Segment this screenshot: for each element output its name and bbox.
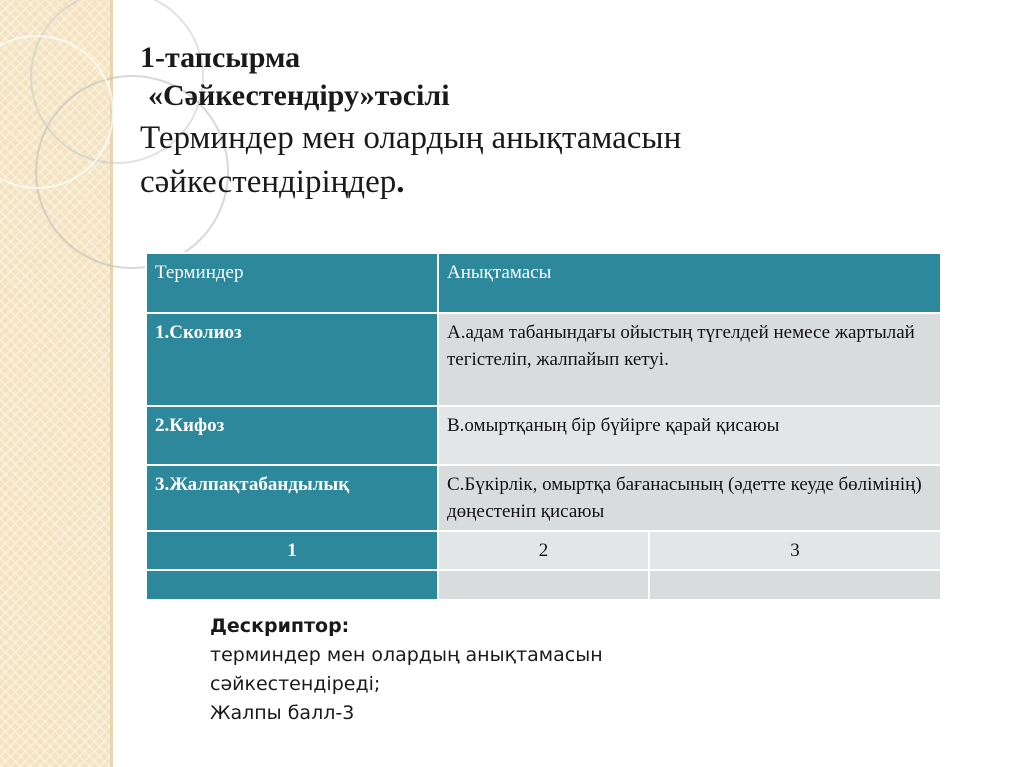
header-terms: Терминдер: [146, 253, 438, 313]
descriptor-heading: Дескриптор:: [210, 615, 350, 637]
answer-number: 3: [649, 531, 941, 570]
answer-cell[interactable]: [649, 570, 941, 600]
definition-cell: В.омыртқаның бір бүйірге қарай қисаюы: [438, 406, 941, 465]
matching-table: [145, 252, 942, 601]
descriptor-line: сәйкестендіреді;: [210, 673, 381, 695]
answer-number: 2: [438, 531, 649, 570]
answer-input-row: [146, 570, 941, 600]
instruction-line-2-text: сәйкестендіріңдер: [140, 164, 397, 200]
answer-cell[interactable]: [146, 570, 438, 600]
definition-cell: А.адам табанындағы ойыстың түгелдей немесе жартылай тегістеліп, жалпайып кетуі.: [438, 313, 941, 406]
descriptor-line: терминдер мен олардың анықтамасын: [210, 644, 603, 666]
table-row: [146, 406, 941, 465]
answer-number: 1: [146, 531, 438, 570]
method-name: «Сәйкестендіру»тәсілі: [148, 79, 450, 112]
instruction-line-2: [140, 160, 860, 204]
answer-cell[interactable]: [438, 570, 649, 600]
answer-number-row: [146, 531, 941, 570]
term-cell: 2.Кифоз: [146, 406, 438, 465]
task-number: 1-тапсырма: [140, 41, 301, 74]
descriptor-block: [210, 612, 603, 728]
table-row: [146, 465, 941, 531]
instruction-period: .: [396, 164, 405, 200]
slide-title: [140, 40, 860, 204]
descriptor-score: Жалпы балл-3: [210, 702, 355, 724]
table-row: [146, 313, 941, 406]
definition-cell: С.Бүкірлік, омыртқа бағанасының (әдетте кеуде бөлімінің) дөңестеніп қисаюы: [438, 465, 941, 531]
header-definitions: Анықтамасы: [438, 253, 941, 313]
table-header-row: [146, 253, 941, 313]
term-cell: 3.Жалпақтабандылық: [146, 465, 438, 531]
instruction-line-1: Терминдер мен олардың анықтамасын: [140, 120, 682, 156]
term-cell: 1.Сколиоз: [146, 313, 438, 406]
